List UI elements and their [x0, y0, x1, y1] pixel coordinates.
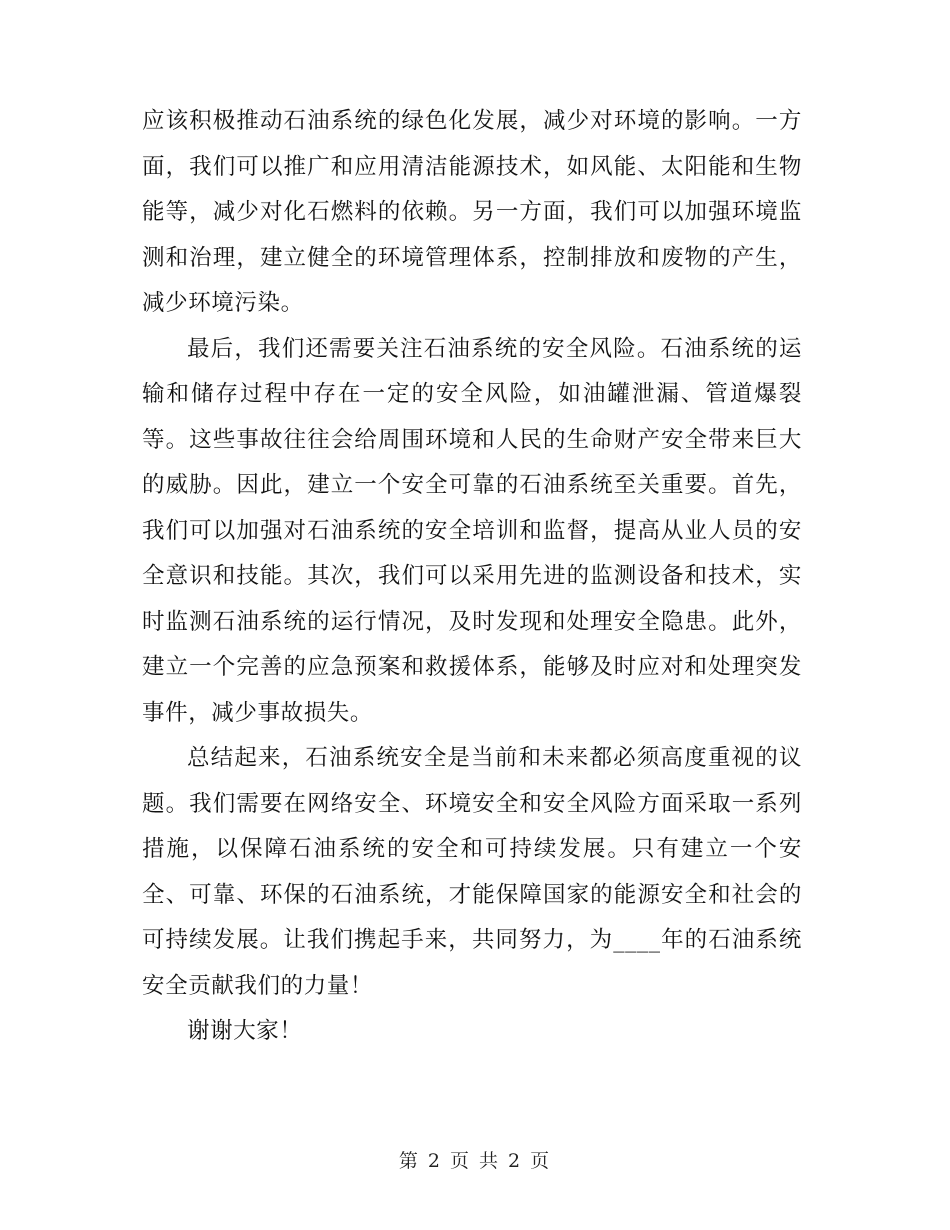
paragraph-conclusion: 总结起来，石油系统安全是当前和未来都必须高度重视的议题。我们需要在网络安全、环境安全和安全风险方面采取一系列措施，以保障石油系统的安全和可持续发展。只有建立一个安全、可靠、环保的石油系统，才能保障国家的能源安全和社会的可持续发展。让我们携起手来，共同努力，为____年的石油系统安全贡献我们的力量！ — [142, 745, 802, 999]
document-body — [142, 99, 802, 1055]
paragraph-safety-risk: 最后，我们还需要关注石油系统的安全风险。石油系统的运输和储存过程中存在一定的安全风险，如油罐泄漏、管道爆裂等。这些事故往往会给周围环境和人民的生命财产安全带来巨大的威胁。因此，建立一个安全可靠的石油系统至关重要。首先，我们可以加强对石油系统的安全培训和监督，提高从业人员的安全意识和技能。其次，我们可以采用先进的监测设备和技术，实时监测石油系统的运行情况，及时发现和处理安全隐患。此外，建立一个完善的应急预案和救援体系，能够及时应对和处理突发事件，减少事故损失。 — [142, 335, 802, 726]
paragraph-green-development: 应该积极推动石油系统的绿色化发展，减少对环境的影响。一方面，我们可以推广和应用清洁能源技术，如风能、太阳能和生物能等，减少对化石燃料的依赖。另一方面，我们可以加强环境监测和治理，建立健全的环境管理体系，控制排放和废物的产生，减少环境污染。 — [142, 108, 802, 316]
paragraph-thanks: 谢谢大家！ — [187, 1018, 303, 1044]
page-number-footer: 第 2 页 共 2 页 — [398, 1150, 552, 1172]
